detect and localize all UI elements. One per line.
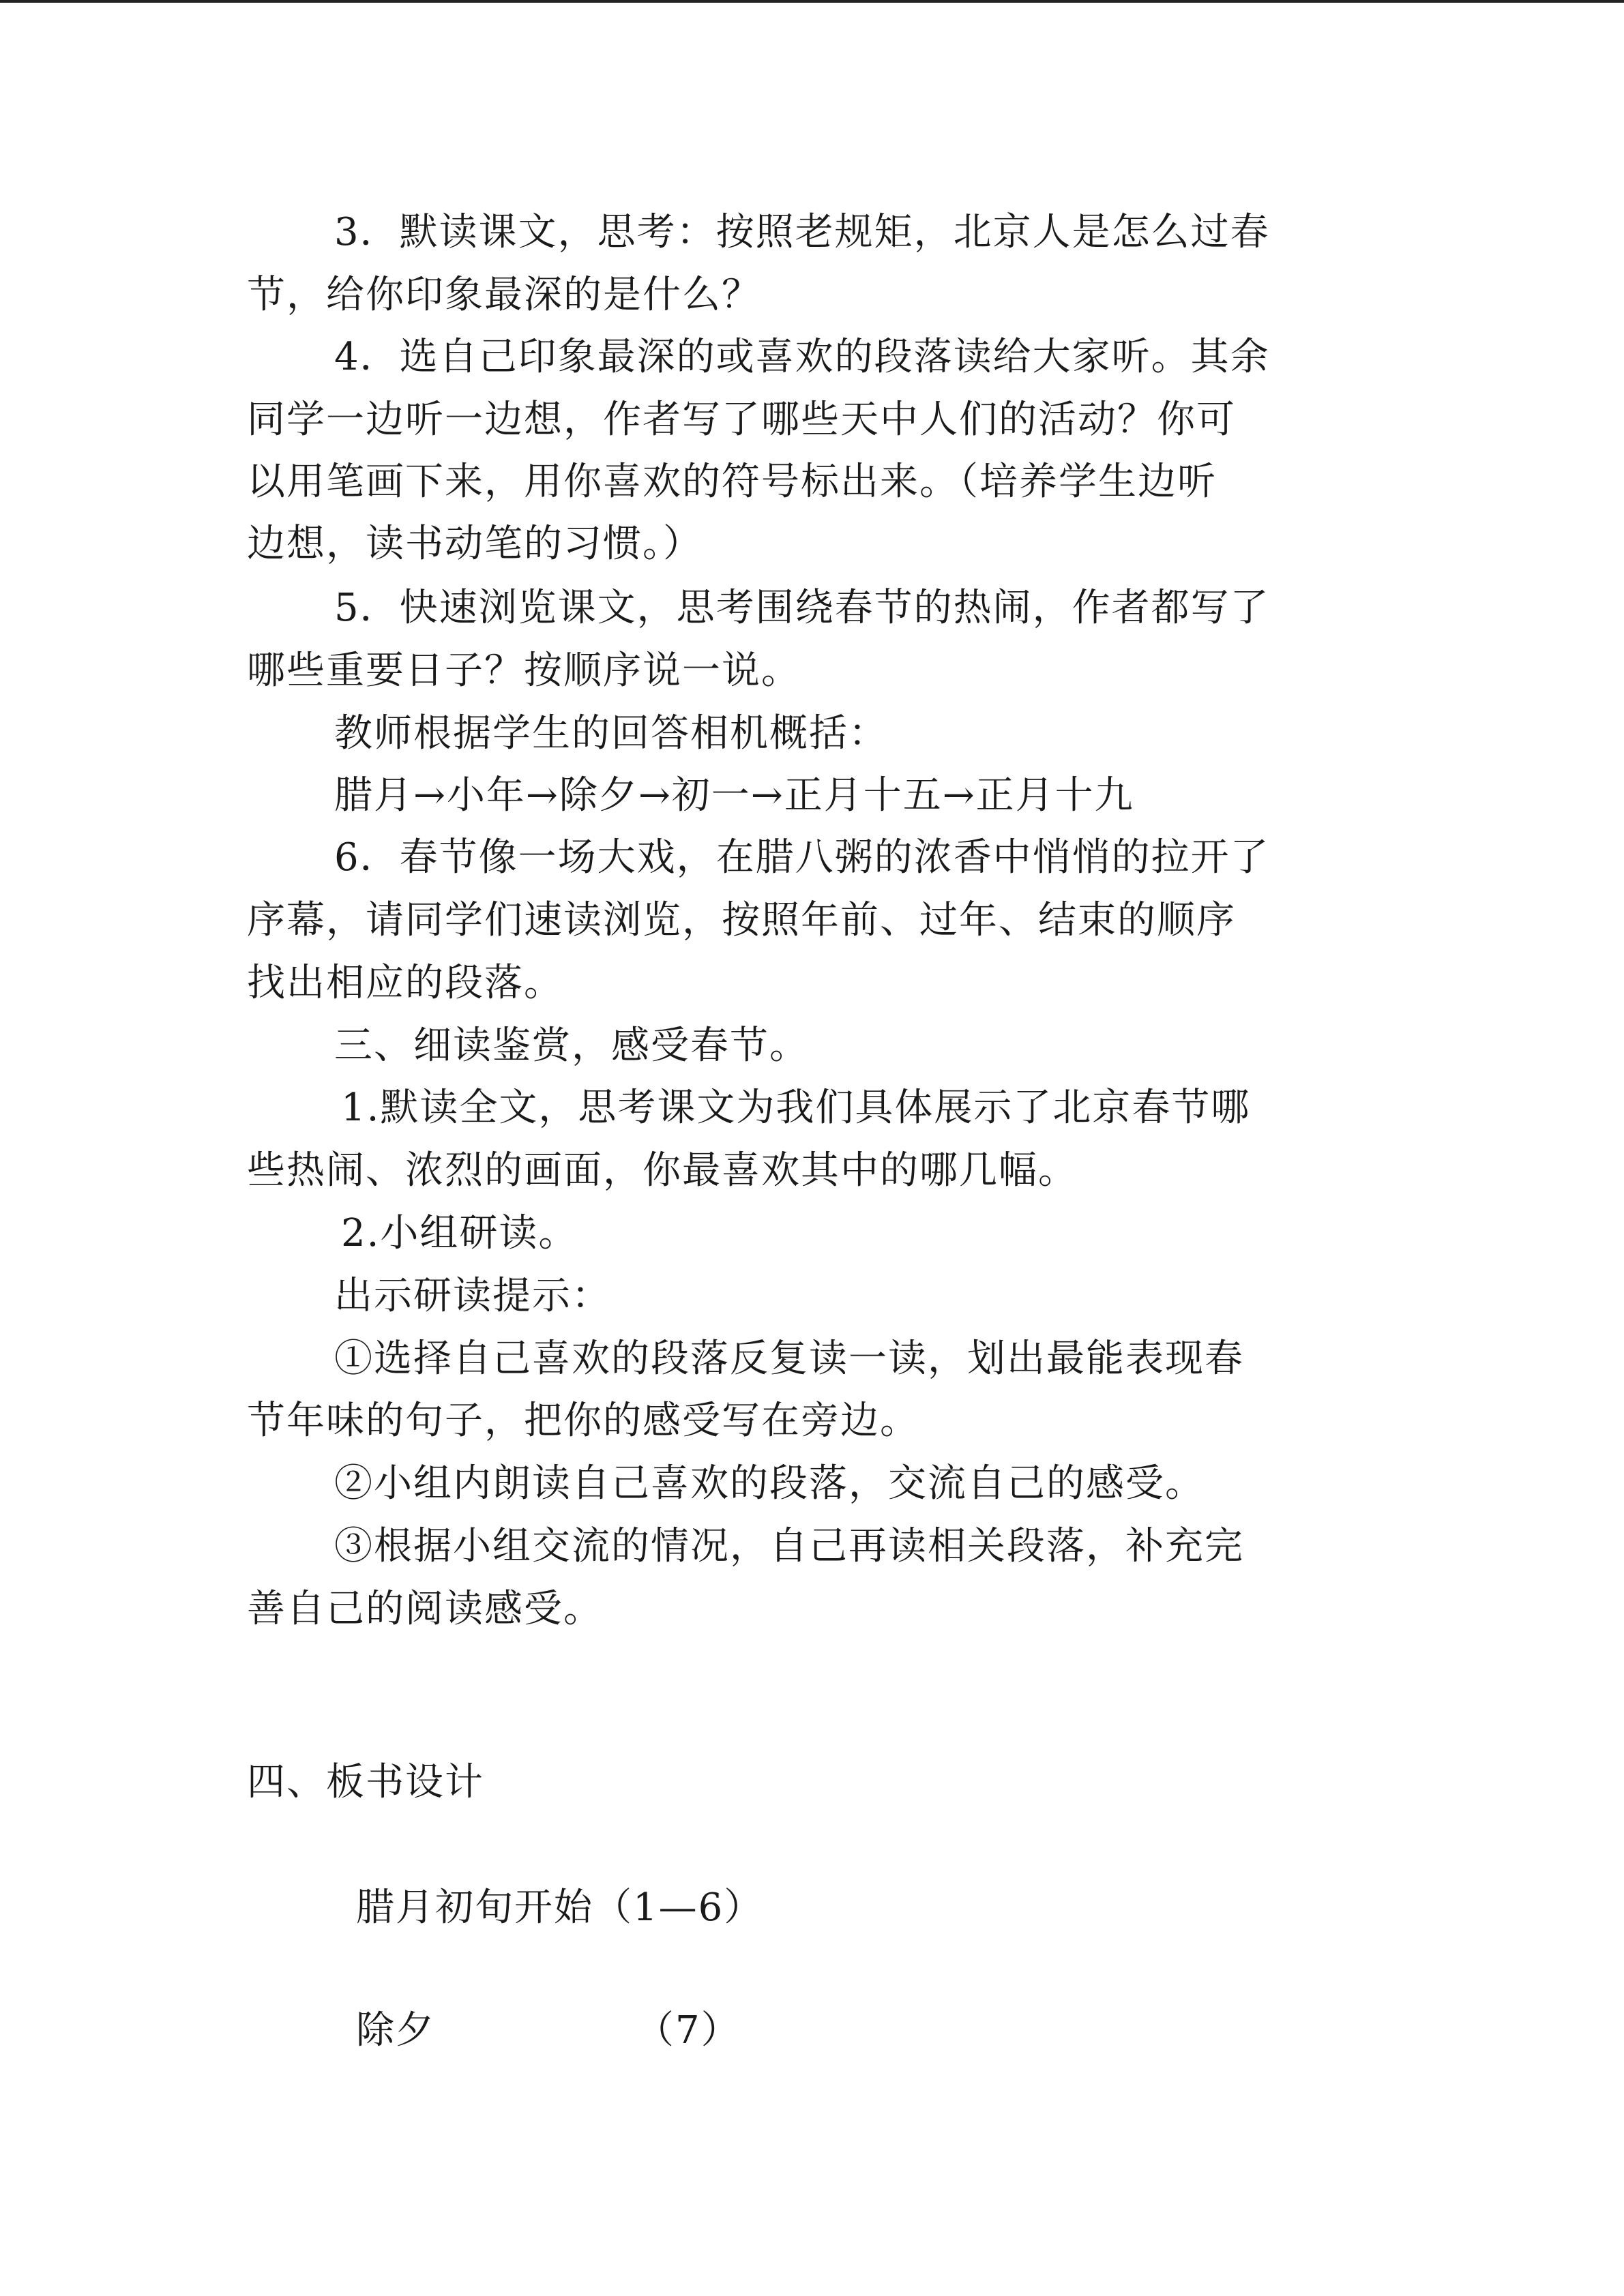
paragraph-line: 出示研读提示： <box>334 1274 611 1318</box>
paragraph-line: 善自己的阅读感受。 <box>247 1587 603 1631</box>
paragraph-line: 三、细读鉴赏，感受春节。 <box>334 1024 809 1068</box>
paragraph-line: 5．快速浏览课文，思考围绕春节的热闹，作者都写了 <box>334 586 1270 630</box>
board-row-label: 除夕 <box>356 2008 435 2053</box>
paragraph-line: ②小组内朗读自己喜欢的段落，交流自己的感受。 <box>334 1461 1205 1506</box>
paragraph-line: 以用笔画下来，用你喜欢的符号标出来。（培养学生边听 <box>247 460 1217 504</box>
paragraph-line: ①选择自己喜欢的段落反复读一读，划出最能表现春 <box>334 1337 1244 1381</box>
paragraph-line: ③根据小组交流的情况，自己再读相关段落，补充完 <box>334 1524 1244 1568</box>
paragraph-line: 找出相应的段落。 <box>247 961 563 1005</box>
paragraph-line: 边想，读书动笔的习惯。） <box>247 522 703 566</box>
board-row: 腊月初旬开始（1—6） <box>356 1885 764 1930</box>
paragraph-line: 3．默读课文，思考：按照老规矩，北京人是怎么过春 <box>334 210 1270 254</box>
page-top-border <box>0 0 1624 3</box>
board-row-number: （7） <box>636 2008 741 2053</box>
paragraph-line: 些热闹、浓烈的画面，你最喜欢其中的哪几幅。 <box>247 1148 1078 1193</box>
paragraph-line: 4．选自己印象最深的或喜欢的段落读给大家听。其余 <box>334 335 1270 379</box>
paragraph-line: 序幕，请同学们速读浏览，按照年前、过年、结束的顺序 <box>247 898 1236 942</box>
paragraph-line: 节，给你印象最深的是什么？ <box>247 273 761 317</box>
paragraph-line: 6．春节像一场大戏，在腊八粥的浓香中悄悄的拉开了 <box>334 835 1270 880</box>
paragraph-line: 哪些重要日子？按顺序说一说。 <box>247 648 801 693</box>
paragraph-line: 腊月→小年→除夕→初一→正月十五→正月十九 <box>334 773 1134 818</box>
paragraph-line: 1.默读全文，思考课文为我们具体展示了北京春节哪 <box>341 1086 1251 1130</box>
section-heading: 四、板书设计 <box>247 1760 484 1804</box>
paragraph-line: 同学一边听一边想，作者写了哪些天中人们的活动？你可 <box>247 398 1236 442</box>
paragraph-line: 节年味的句子，把你的感受写在旁边。 <box>247 1399 919 1443</box>
paragraph-line: 教师根据学生的回答相机概括： <box>334 711 888 756</box>
paragraph-line: 2.小组研读。 <box>341 1211 578 1255</box>
